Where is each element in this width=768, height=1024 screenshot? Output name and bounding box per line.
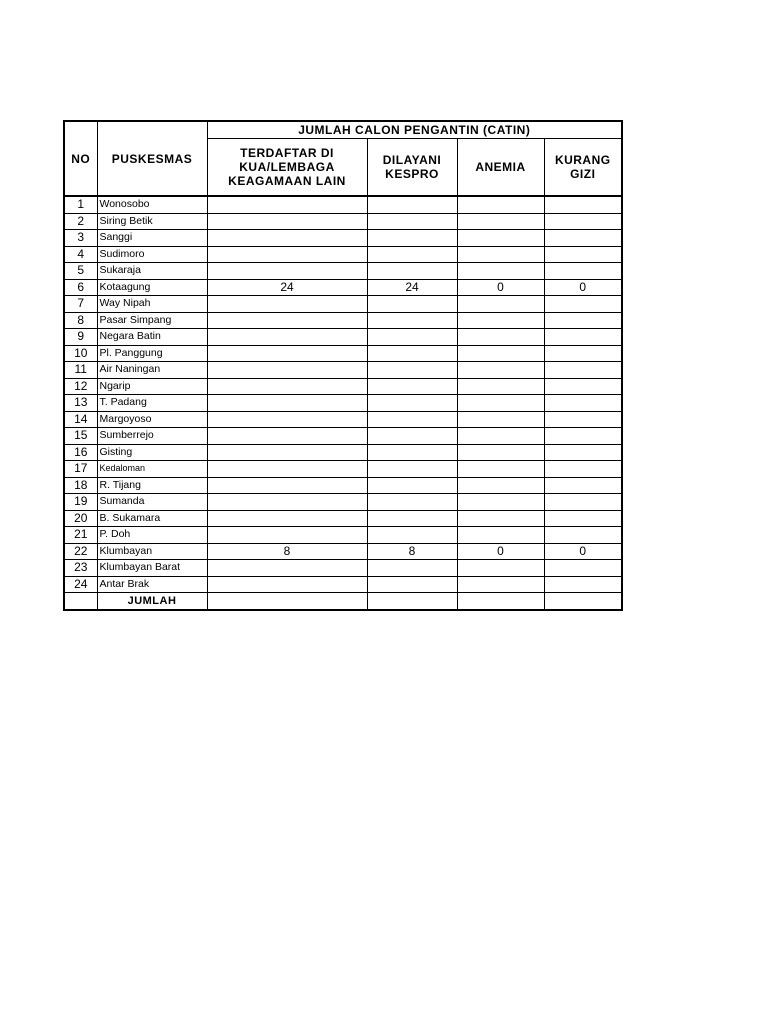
row-terdaftar-cell (207, 444, 367, 461)
row-terdaftar-cell (207, 494, 367, 511)
row-no-cell: 23 (64, 560, 97, 577)
row-anemia-cell: 0 (457, 279, 544, 296)
row-kurang-gizi-cell (544, 576, 622, 593)
row-puskesmas-cell: Wonosobo (97, 196, 207, 213)
row-puskesmas-cell: Kotaagung (97, 279, 207, 296)
row-kurang-gizi-cell (544, 395, 622, 412)
row-anemia-cell: 0 (457, 543, 544, 560)
row-puskesmas-cell: Sumberrejo (97, 428, 207, 445)
row-anemia-cell (457, 560, 544, 577)
row-anemia-cell (457, 494, 544, 511)
row-anemia-cell (457, 230, 544, 247)
row-no-cell: 16 (64, 444, 97, 461)
row-kurang-gizi-cell (544, 329, 622, 346)
row-no-cell: 13 (64, 395, 97, 412)
header-dilayani-kespro: DILAYANI KESPRO (367, 139, 457, 197)
table-row (64, 213, 622, 230)
table-row (64, 576, 622, 593)
row-terdaftar-cell (207, 411, 367, 428)
row-dilayani-cell (367, 213, 457, 230)
row-kurang-gizi-cell (544, 510, 622, 527)
row-dilayani-cell (367, 230, 457, 247)
header-group-catin: JUMLAH CALON PENGANTIN (CATIN) (207, 121, 622, 139)
row-puskesmas-cell: Klumbayan (97, 543, 207, 560)
row-kurang-gizi-cell (544, 263, 622, 280)
row-no-cell: 17 (64, 461, 97, 478)
header-no: NO (64, 121, 97, 196)
row-dilayani-cell (367, 395, 457, 412)
row-puskesmas-cell: Gisting (97, 444, 207, 461)
catin-table (63, 120, 623, 611)
table-body (64, 196, 622, 593)
row-puskesmas-cell: Sanggi (97, 230, 207, 247)
table-row (64, 461, 622, 478)
table-row (64, 263, 622, 280)
row-no-cell: 3 (64, 230, 97, 247)
row-kurang-gizi-cell (544, 560, 622, 577)
row-dilayani-cell (367, 411, 457, 428)
row-kurang-gizi-cell (544, 494, 622, 511)
row-dilayani-cell (367, 477, 457, 494)
row-anemia-cell (457, 428, 544, 445)
row-puskesmas-cell: Sumanda (97, 494, 207, 511)
table-row (64, 560, 622, 577)
row-terdaftar-cell (207, 560, 367, 577)
row-no-cell: 15 (64, 428, 97, 445)
table-row (64, 279, 622, 296)
row-anemia-cell (457, 444, 544, 461)
row-terdaftar-cell (207, 576, 367, 593)
row-dilayani-cell (367, 362, 457, 379)
row-dilayani-cell: 8 (367, 543, 457, 560)
row-dilayani-cell (367, 246, 457, 263)
row-kurang-gizi-cell (544, 296, 622, 313)
row-no-cell: 1 (64, 196, 97, 213)
table-row (64, 196, 622, 213)
catin-table-container (63, 120, 623, 611)
row-no-cell: 20 (64, 510, 97, 527)
row-puskesmas-cell: P. Doh (97, 527, 207, 544)
row-anemia-cell (457, 263, 544, 280)
row-no-cell: 21 (64, 527, 97, 544)
row-no-cell: 24 (64, 576, 97, 593)
row-dilayani-cell (367, 444, 457, 461)
row-puskesmas-cell: T. Padang (97, 395, 207, 412)
total-terdaftar-cell (207, 593, 367, 611)
row-anemia-cell (457, 527, 544, 544)
row-terdaftar-cell (207, 461, 367, 478)
row-puskesmas-cell: R. Tijang (97, 477, 207, 494)
total-kurang-gizi-cell (544, 593, 622, 611)
table-row (64, 312, 622, 329)
row-no-cell: 12 (64, 378, 97, 395)
table-row (64, 527, 622, 544)
row-terdaftar-cell (207, 378, 367, 395)
row-kurang-gizi-cell (544, 213, 622, 230)
row-kurang-gizi-cell (544, 312, 622, 329)
row-anemia-cell (457, 196, 544, 213)
row-no-cell: 8 (64, 312, 97, 329)
row-anemia-cell (457, 378, 544, 395)
row-puskesmas-cell: Klumbayan Barat (97, 560, 207, 577)
row-kurang-gizi-cell (544, 428, 622, 445)
total-dilayani-cell (367, 593, 457, 611)
row-dilayani-cell (367, 329, 457, 346)
total-row (64, 593, 622, 611)
row-puskesmas-cell: Antar Brak (97, 576, 207, 593)
row-dilayani-cell (367, 494, 457, 511)
row-no-cell: 10 (64, 345, 97, 362)
table-row (64, 345, 622, 362)
row-dilayani-cell (367, 263, 457, 280)
row-no-cell: 5 (64, 263, 97, 280)
row-terdaftar-cell (207, 362, 367, 379)
row-kurang-gizi-cell: 0 (544, 279, 622, 296)
row-dilayani-cell (367, 428, 457, 445)
total-label: JUMLAH (97, 593, 207, 611)
row-kurang-gizi-cell (544, 345, 622, 362)
row-terdaftar-cell (207, 527, 367, 544)
table-row (64, 246, 622, 263)
row-dilayani-cell (367, 527, 457, 544)
row-terdaftar-cell (207, 196, 367, 213)
row-anemia-cell (457, 312, 544, 329)
row-anemia-cell (457, 411, 544, 428)
row-terdaftar-cell (207, 296, 367, 313)
row-puskesmas-cell: Margoyoso (97, 411, 207, 428)
row-puskesmas-cell: Kedaloman (97, 461, 207, 478)
row-anemia-cell (457, 362, 544, 379)
row-anemia-cell (457, 345, 544, 362)
row-puskesmas-cell: Siring Betik (97, 213, 207, 230)
row-kurang-gizi-cell (544, 411, 622, 428)
row-anemia-cell (457, 576, 544, 593)
row-terdaftar-cell: 24 (207, 279, 367, 296)
table-row (64, 378, 622, 395)
row-kurang-gizi-cell (544, 461, 622, 478)
row-no-cell: 14 (64, 411, 97, 428)
row-anemia-cell (457, 510, 544, 527)
row-no-cell: 2 (64, 213, 97, 230)
row-terdaftar-cell (207, 510, 367, 527)
row-kurang-gizi-cell (544, 246, 622, 263)
row-terdaftar-cell: 8 (207, 543, 367, 560)
row-anemia-cell (457, 477, 544, 494)
row-dilayani-cell (367, 510, 457, 527)
table-row (64, 494, 622, 511)
row-anemia-cell (457, 296, 544, 313)
row-puskesmas-cell: Ngarip (97, 378, 207, 395)
table-row (64, 296, 622, 313)
table-row (64, 510, 622, 527)
table-row (64, 230, 622, 247)
row-dilayani-cell (367, 196, 457, 213)
table-row (64, 444, 622, 461)
row-dilayani-cell (367, 312, 457, 329)
row-dilayani-cell (367, 560, 457, 577)
row-puskesmas-cell: Sukaraja (97, 263, 207, 280)
row-anemia-cell (457, 329, 544, 346)
row-terdaftar-cell (207, 312, 367, 329)
row-puskesmas-cell: Negara Batin (97, 329, 207, 346)
header-terdaftar: TERDAFTAR DI KUA/LEMBAGA KEAGAMAAN LAIN (207, 139, 367, 197)
table-row (64, 395, 622, 412)
row-kurang-gizi-cell (544, 378, 622, 395)
row-no-cell: 7 (64, 296, 97, 313)
row-terdaftar-cell (207, 395, 367, 412)
row-puskesmas-cell: B. Sukamara (97, 510, 207, 527)
row-terdaftar-cell (207, 477, 367, 494)
row-anemia-cell (457, 246, 544, 263)
row-no-cell: 11 (64, 362, 97, 379)
header-anemia: ANEMIA (457, 139, 544, 197)
row-no-cell: 18 (64, 477, 97, 494)
row-kurang-gizi-cell (544, 230, 622, 247)
total-anemia-cell (457, 593, 544, 611)
row-anemia-cell (457, 395, 544, 412)
row-kurang-gizi-cell (544, 362, 622, 379)
row-no-cell: 6 (64, 279, 97, 296)
table-row (64, 428, 622, 445)
row-terdaftar-cell (207, 428, 367, 445)
row-kurang-gizi-cell (544, 477, 622, 494)
row-dilayani-cell: 24 (367, 279, 457, 296)
row-puskesmas-cell: Pl. Panggung (97, 345, 207, 362)
row-puskesmas-cell: Sudimoro (97, 246, 207, 263)
row-terdaftar-cell (207, 213, 367, 230)
row-terdaftar-cell (207, 263, 367, 280)
row-terdaftar-cell (207, 230, 367, 247)
row-kurang-gizi-cell: 0 (544, 543, 622, 560)
row-dilayani-cell (367, 296, 457, 313)
row-dilayani-cell (367, 378, 457, 395)
row-no-cell: 19 (64, 494, 97, 511)
row-dilayani-cell (367, 461, 457, 478)
row-anemia-cell (457, 461, 544, 478)
table-row (64, 477, 622, 494)
row-puskesmas-cell: Air Naningan (97, 362, 207, 379)
row-terdaftar-cell (207, 329, 367, 346)
header-puskesmas: PUSKESMAS (97, 121, 207, 196)
table-header (64, 121, 622, 196)
row-terdaftar-cell (207, 345, 367, 362)
row-kurang-gizi-cell (544, 196, 622, 213)
table-row (64, 329, 622, 346)
row-dilayani-cell (367, 345, 457, 362)
row-anemia-cell (457, 213, 544, 230)
row-no-cell: 22 (64, 543, 97, 560)
total-no-cell (64, 593, 97, 611)
row-dilayani-cell (367, 576, 457, 593)
row-kurang-gizi-cell (544, 527, 622, 544)
table-row (64, 543, 622, 560)
row-no-cell: 9 (64, 329, 97, 346)
table-row (64, 362, 622, 379)
table-row (64, 411, 622, 428)
header-kurang-gizi: KURANG GIZI (544, 139, 622, 197)
row-puskesmas-cell: Pasar Simpang (97, 312, 207, 329)
row-puskesmas-cell: Way Nipah (97, 296, 207, 313)
row-terdaftar-cell (207, 246, 367, 263)
row-kurang-gizi-cell (544, 444, 622, 461)
row-no-cell: 4 (64, 246, 97, 263)
